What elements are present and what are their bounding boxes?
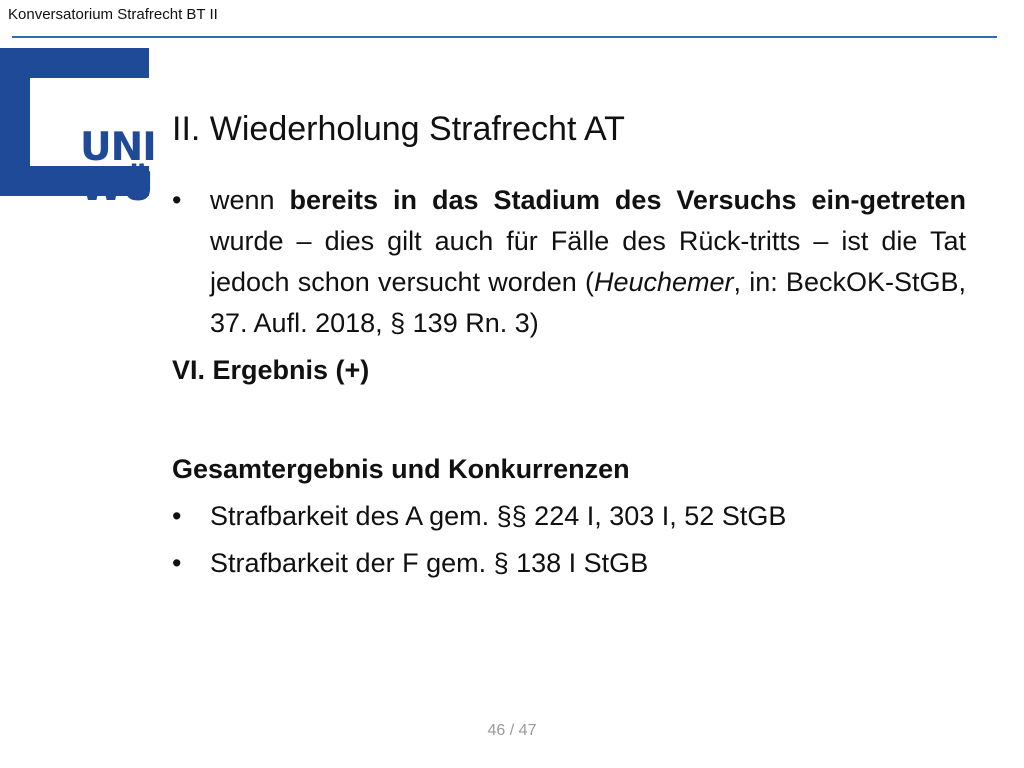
slide-title: II. Wiederholung Strafrecht AT [172, 110, 625, 148]
bullet-liability-a [172, 496, 966, 537]
header-title: Konversatorium Strafrecht BT II [8, 6, 218, 23]
bullet-marker: • [172, 548, 182, 578]
logo-wordmark [80, 125, 156, 210]
bullet-liability-f [172, 543, 966, 584]
overall-result-heading: Gesamtergebnis und Konkurrenzen [172, 454, 630, 484]
result-heading: VI. Ergebnis (+) [172, 355, 370, 385]
bullet-italic-author: Heuchemer [593, 267, 734, 297]
bullet-text: Strafbarkeit der F gem. § 138 I StGB [210, 548, 649, 578]
bullet-attempt-stage [172, 180, 966, 344]
spacer [172, 391, 966, 449]
header-divider [12, 36, 997, 38]
bullet-text-part: wenn [210, 185, 290, 215]
page-number: 46 / 47 [487, 722, 537, 739]
bullet-marker: • [172, 185, 182, 215]
logo-line-1: UNI [80, 125, 156, 170]
bullet-text-part: wurde – dies gilt auch für Fälle des Rück-tritts – ist die Tat jedoch schon versucht worden ( [210, 226, 966, 297]
slide-content [172, 180, 966, 584]
bullet-marker: • [172, 501, 182, 531]
bullet-citation: , in: BeckOK-StGB, 37. Aufl. 2018, § 139 Rn. 3) [210, 267, 966, 338]
university-logo [0, 48, 156, 210]
bullet-bold-text: bereits in das Stadium des Versuchs ein-getreten [289, 185, 966, 215]
logo-line-2: WÜ [80, 165, 153, 210]
bullet-text: Strafbarkeit des A gem. §§ 224 I, 303 I, 52 StGB [210, 501, 787, 531]
